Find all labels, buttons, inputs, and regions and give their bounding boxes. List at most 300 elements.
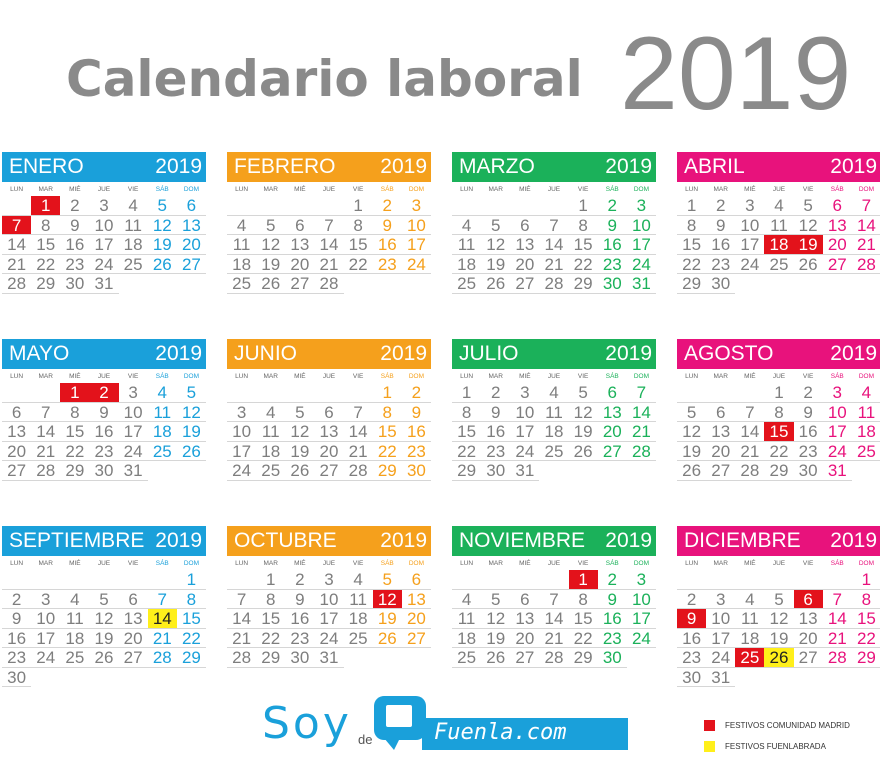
day-cell: 30 [481,461,510,481]
day-cell: 7 [823,590,852,610]
day-cell: 16 [598,609,627,629]
day-cell: 16 [2,629,31,649]
holiday-fuenlabrada-day: 26 [764,648,793,668]
weekday-header [2,557,206,570]
empty-cell [31,668,60,688]
holiday-madrid-day: 25 [735,648,764,668]
day-cell: 23 [598,629,627,649]
day-cell: 17 [627,609,656,629]
newspaper-icon [386,705,412,727]
day-cell: 25 [60,648,89,668]
day-cell: 6 [706,403,735,423]
day-cell: 2 [677,590,706,610]
day-cell: 14 [227,609,256,629]
day-cell: 10 [735,216,764,236]
day-cell: 10 [627,590,656,610]
day-cell: 26 [148,255,177,275]
empty-cell [177,461,206,481]
day-cell: 20 [119,629,148,649]
day-cell: 29 [256,648,285,668]
day-cell: 9 [481,403,510,423]
day-cell: 4 [452,590,481,610]
day-cell: 5 [794,196,823,216]
day-cell: 6 [2,403,31,423]
empty-cell [452,196,481,216]
day-cell: 5 [148,196,177,216]
holiday-madrid-day: 12 [373,590,402,610]
weekday-label: MIÉ [519,560,531,567]
day-cell: 6 [510,216,539,236]
day-cell: 28 [735,461,764,481]
day-cell: 11 [539,403,568,423]
day-cell: 27 [510,274,539,294]
day-cell: 5 [481,216,510,236]
weekday-header [677,183,880,196]
day-cell: 21 [2,255,31,275]
day-cell: 29 [677,274,706,294]
day-cell: 20 [285,255,314,275]
day-cell: 25 [227,274,256,294]
holiday-madrid-day: 1 [569,570,598,590]
weekday-label: VIE [802,560,814,567]
weekday-label: DOM [633,186,649,193]
day-cell: 16 [481,422,510,442]
day-cell: 19 [148,235,177,255]
day-cell: 14 [2,235,31,255]
day-cell: 7 [314,216,343,236]
weekday-label: JUE [322,373,336,380]
day-cell: 3 [823,383,852,403]
day-cell: 22 [373,442,402,462]
day-cell: 3 [627,570,656,590]
day-cell: 21 [627,422,656,442]
day-cell: 29 [569,274,598,294]
day-cell: 11 [119,216,148,236]
day-cell: 24 [31,648,60,668]
day-cell: 21 [344,442,373,462]
weekday-label: MIÉ [744,560,756,567]
day-cell: 22 [569,255,598,275]
day-cell: 13 [119,609,148,629]
day-cell: 17 [706,629,735,649]
month-year: 2019 [830,155,877,178]
day-cell: 22 [256,629,285,649]
day-cell: 27 [706,461,735,481]
month-year: 2019 [605,342,652,365]
day-cell: 7 [148,590,177,610]
day-cell: 21 [227,629,256,649]
month-header [452,339,656,369]
day-cell: 27 [119,648,148,668]
day-cell: 3 [119,383,148,403]
weekday-label: MAR [263,560,278,567]
day-cell: 9 [60,216,89,236]
empty-cell [89,570,118,590]
day-cell: 24 [706,648,735,668]
day-cell: 24 [627,255,656,275]
day-cell: 10 [823,403,852,423]
month-julio [452,339,656,481]
day-cell: 12 [764,609,793,629]
weekday-label: VIE [802,186,814,193]
day-cell: 15 [60,422,89,442]
weekday-label: JUE [772,373,786,380]
day-cell: 1 [569,196,598,216]
day-cell: 19 [373,609,402,629]
empty-cell [735,668,764,688]
day-cell: 17 [314,609,343,629]
month-name: FEBRERO [234,155,336,178]
day-cell: 3 [510,383,539,403]
day-cell: 2 [794,383,823,403]
day-cell: 3 [89,196,118,216]
day-cell: 1 [344,196,373,216]
day-cell: 22 [60,442,89,462]
month-name: OCTUBRE [234,529,337,552]
day-cell: 22 [852,629,880,649]
empty-cell [119,274,148,294]
day-cell: 25 [539,442,568,462]
day-cell: 1 [177,570,206,590]
weekday-label: VIE [127,186,139,193]
day-cell: 8 [177,590,206,610]
weekday-header [227,183,431,196]
legend-item-fuenlabrada [704,737,850,755]
day-cell: 30 [706,274,735,294]
day-cell: 10 [31,609,60,629]
day-cell: 11 [452,609,481,629]
day-cell: 25 [852,442,880,462]
weekday-label: SÁB [605,560,619,567]
day-cell: 19 [764,629,793,649]
day-cell: 13 [177,216,206,236]
empty-cell [852,274,880,294]
day-cell: 1 [452,383,481,403]
day-cell: 23 [2,648,31,668]
holiday-madrid-day: 9 [677,609,706,629]
day-cell: 15 [452,422,481,442]
weekday-label: JUE [772,560,786,567]
day-grid [452,383,656,481]
day-cell: 1 [373,383,402,403]
empty-cell [373,648,402,668]
day-cell: 12 [256,235,285,255]
empty-cell [452,570,481,590]
day-cell: 12 [285,422,314,442]
day-cell: 5 [256,216,285,236]
day-cell: 9 [598,590,627,610]
day-cell: 9 [2,609,31,629]
day-cell: 13 [510,609,539,629]
day-cell: 21 [539,255,568,275]
day-cell: 19 [285,442,314,462]
day-cell: 18 [452,629,481,649]
empty-cell [481,196,510,216]
empty-cell [314,196,343,216]
day-cell: 2 [598,196,627,216]
day-cell: 23 [285,629,314,649]
month-year: 2019 [380,342,427,365]
day-cell: 2 [285,570,314,590]
day-cell: 31 [89,274,118,294]
day-cell: 17 [402,235,431,255]
weekday-label: DOM [183,560,199,567]
month-name: JUNIO [234,342,297,365]
day-cell: 15 [569,235,598,255]
day-cell: 7 [735,403,764,423]
day-cell: 18 [735,629,764,649]
day-cell: 23 [89,442,118,462]
day-cell: 17 [227,442,256,462]
day-cell: 14 [314,235,343,255]
weekday-label: LUN [10,186,24,193]
page-title: Calendario laboral [66,50,583,108]
day-cell: 5 [89,590,118,610]
day-cell: 5 [285,403,314,423]
day-grid [452,570,656,668]
day-cell: 20 [510,255,539,275]
day-cell: 11 [735,609,764,629]
day-cell: 13 [285,235,314,255]
day-cell: 14 [31,422,60,442]
empty-cell [764,274,793,294]
weekday-label: LUN [460,560,474,567]
day-cell: 9 [794,403,823,423]
holiday-fuenlabrada-day: 14 [148,609,177,629]
day-cell: 8 [60,403,89,423]
day-cell: 10 [227,422,256,442]
day-cell: 19 [677,442,706,462]
day-cell: 2 [481,383,510,403]
weekday-header [2,183,206,196]
day-cell: 14 [823,609,852,629]
day-cell: 18 [148,422,177,442]
day-cell: 22 [177,629,206,649]
empty-cell [373,274,402,294]
day-cell: 1 [677,196,706,216]
day-cell: 16 [285,609,314,629]
weekday-label: LUN [235,373,249,380]
empty-cell [852,461,880,481]
month-header [2,526,206,556]
weekday-label: SÁB [605,373,619,380]
day-cell: 10 [89,216,118,236]
day-cell: 7 [539,216,568,236]
day-cell: 28 [148,648,177,668]
month-header [452,152,656,182]
month-name: ENERO [9,155,84,178]
day-cell: 11 [148,403,177,423]
day-cell: 17 [627,235,656,255]
empty-cell [227,196,256,216]
day-cell: 23 [706,255,735,275]
empty-cell [823,668,852,688]
day-cell: 13 [314,422,343,442]
day-grid [227,383,431,481]
day-cell: 24 [510,442,539,462]
day-cell: 12 [677,422,706,442]
day-cell: 16 [706,235,735,255]
day-cell: 13 [823,216,852,236]
day-grid [677,570,880,687]
logo-de-text: de [358,732,373,747]
day-cell: 13 [794,609,823,629]
day-cell: 31 [119,461,148,481]
weekday-label: MAR [263,373,278,380]
day-cell: 30 [402,461,431,481]
month-marzo [452,152,656,294]
empty-cell [31,383,60,403]
holiday-madrid-day: 7 [2,216,31,236]
day-cell: 24 [627,629,656,649]
day-cell: 8 [764,403,793,423]
weekday-label: MAR [488,373,503,380]
day-cell: 10 [706,609,735,629]
day-cell: 25 [452,274,481,294]
day-cell: 20 [794,629,823,649]
weekday-label: MAR [713,373,728,380]
day-cell: 5 [569,383,598,403]
day-cell: 18 [452,255,481,275]
weekday-label: VIE [577,560,589,567]
day-cell: 15 [256,609,285,629]
day-cell: 2 [706,196,735,216]
day-cell: 1 [256,570,285,590]
day-cell: 9 [402,403,431,423]
day-cell: 23 [481,442,510,462]
day-cell: 18 [344,609,373,629]
month-year: 2019 [155,155,202,178]
empty-cell [402,274,431,294]
weekday-label: SÁB [830,560,844,567]
day-cell: 6 [285,216,314,236]
day-cell: 18 [539,422,568,442]
weekday-label: VIE [127,373,139,380]
day-cell: 16 [677,629,706,649]
month-noviembre [452,526,656,668]
day-cell: 24 [314,629,343,649]
weekday-header [452,557,656,570]
day-cell: 17 [119,422,148,442]
day-cell: 26 [481,274,510,294]
legend-swatch-red [704,720,715,731]
weekday-label: MIÉ [69,373,81,380]
month-header [677,526,880,556]
day-cell: 30 [677,668,706,688]
empty-cell [569,461,598,481]
day-cell: 30 [794,461,823,481]
day-cell: 11 [764,216,793,236]
day-cell: 20 [402,609,431,629]
page-year: 2019 [620,16,852,132]
weekday-label: SÁB [155,560,169,567]
day-cell: 13 [706,422,735,442]
day-cell: 19 [569,422,598,442]
day-cell: 4 [735,590,764,610]
day-cell: 7 [539,590,568,610]
day-cell: 14 [627,403,656,423]
month-mayo [2,339,206,481]
day-cell: 21 [735,442,764,462]
day-cell: 4 [148,383,177,403]
empty-cell [177,668,206,688]
day-cell: 25 [452,648,481,668]
day-cell: 15 [569,609,598,629]
weekday-header [2,370,206,383]
day-cell: 12 [794,216,823,236]
holiday-madrid-day: 19 [794,235,823,255]
day-cell: 23 [402,442,431,462]
day-cell: 21 [31,442,60,462]
day-cell: 28 [2,274,31,294]
day-cell: 26 [569,442,598,462]
empty-cell [539,196,568,216]
weekday-label: MIÉ [69,560,81,567]
day-cell: 21 [314,255,343,275]
month-header [2,339,206,369]
weekday-label: JUE [547,560,561,567]
weekday-label: LUN [235,186,249,193]
weekday-label: MIÉ [294,560,306,567]
day-cell: 14 [539,609,568,629]
weekday-label: LUN [460,373,474,380]
month-header [227,152,431,182]
empty-cell [285,383,314,403]
day-cell: 25 [256,461,285,481]
day-cell: 23 [373,255,402,275]
day-cell: 15 [31,235,60,255]
day-cell: 28 [539,648,568,668]
day-cell: 2 [60,196,89,216]
day-cell: 12 [481,235,510,255]
weekday-label: SÁB [380,373,394,380]
day-cell: 21 [823,629,852,649]
empty-cell [510,570,539,590]
empty-cell [177,274,206,294]
empty-cell [539,461,568,481]
empty-cell [2,570,31,590]
day-cell: 3 [402,196,431,216]
empty-cell [344,383,373,403]
day-cell: 8 [452,403,481,423]
empty-cell [2,196,31,216]
day-cell: 27 [285,274,314,294]
weekday-label: SÁB [830,186,844,193]
empty-cell [823,570,852,590]
weekday-label: LUN [685,186,699,193]
month-name: DICIEMBRE [684,529,801,552]
weekday-label: JUE [547,186,561,193]
day-cell: 19 [481,629,510,649]
day-cell: 16 [598,235,627,255]
day-cell: 3 [706,590,735,610]
month-year: 2019 [380,529,427,552]
day-cell: 9 [598,216,627,236]
day-cell: 17 [735,235,764,255]
day-cell: 17 [510,422,539,442]
day-cell: 7 [852,196,880,216]
month-name: SEPTIEMBRE [9,529,145,552]
weekday-header [452,183,656,196]
day-cell: 26 [256,274,285,294]
day-cell: 26 [373,629,402,649]
weekday-label: MIÉ [294,186,306,193]
weekday-label: SÁB [380,186,394,193]
day-cell: 31 [510,461,539,481]
empty-cell [735,383,764,403]
empty-cell [823,274,852,294]
day-cell: 28 [852,255,880,275]
